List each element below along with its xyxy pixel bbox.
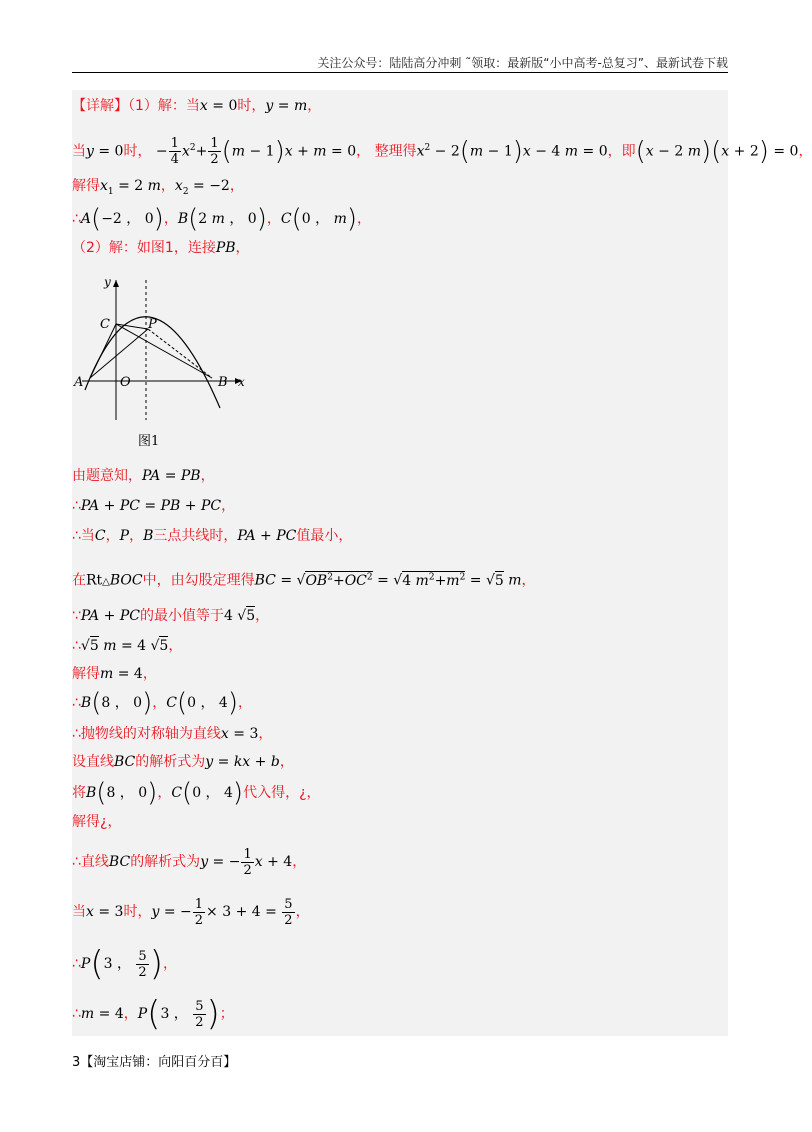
segment-cb bbox=[116, 324, 212, 378]
solution-line-13: ∴B(8 ， 0)，C(0 ， 4)， bbox=[72, 688, 252, 718]
label-y: y bbox=[104, 275, 111, 289]
solution-line-5: （2）解：如图1，连接PB， bbox=[72, 240, 250, 256]
solution-line-3: 解得$x_1 = 2$ m，$x_2 = -2$， bbox=[72, 178, 244, 197]
label-a: A bbox=[74, 375, 84, 390]
y-axis-arrow-icon bbox=[113, 280, 119, 287]
solution-line-16: 将B(8 ， 0)，C(0 ， 4)代入得，¿， bbox=[72, 778, 321, 808]
page-header: 关注公众号：陆陆高分冲刺 ˜领取：最新版“小中高考-总复习”、最新试卷下载 bbox=[317, 56, 728, 70]
segment-ac bbox=[90, 324, 116, 378]
solution-line-6: 由题意知，PA = PB， bbox=[72, 468, 215, 484]
solution-line-14: ∴抛物线的对称轴为直线x = 3， bbox=[72, 726, 273, 742]
label-b: B bbox=[218, 375, 228, 390]
detail-label: 【详解】 bbox=[72, 98, 128, 114]
label-o: O bbox=[120, 375, 131, 390]
solution-line-12: 解得m = 4， bbox=[72, 666, 157, 682]
solution-line-15: 设直线BC的解析式为y = kx + b， bbox=[72, 754, 294, 770]
solution-line-4: ∴A(−2 ， 0)，B(2 m ， 0)，C(0 ， m)， bbox=[72, 204, 371, 234]
label-p: P bbox=[148, 317, 157, 332]
solution-line-21: ∴m = 4，P(3 ， $\frac{5}{2}$ )； bbox=[72, 994, 234, 1034]
solution-line-2: 当y = 0时， − $\frac{1}{4}$ $x^2+$ $\frac{1}{2}$ (m − 1)x + m = 0， 整理得$x^2 - 2(m - 1)x - 4$ m = 0，即(x − 2 m)(x + 2) = 0， bbox=[72, 136, 812, 168]
page-footer: 3【淘宝店铺：向阳百分百】 bbox=[72, 1055, 237, 1070]
segment-pb bbox=[148, 329, 212, 378]
solution-line-1: 【详解】（1）解：当x = 0时，y = m， bbox=[72, 98, 322, 114]
solution-line-9: 在Rt△BOC中，由勾股定理得BC = $√OB^2+OC^2 = √4$ $m^2+m^2 = √5$ m， bbox=[72, 572, 536, 589]
solution-line-19: 当x = 3时，y = − $\frac{1}{2}$ × 3 + 4 = $\frac{5}{2}$ ， bbox=[72, 896, 310, 928]
solution-line-8: ∴当C，P，B三点共线时，PA + PC值最小， bbox=[72, 528, 353, 544]
segment-ap bbox=[90, 329, 148, 378]
header-rule bbox=[72, 72, 728, 73]
solution-line-11: ∴√5 m = 4 √5， bbox=[72, 638, 183, 654]
parabola-figure bbox=[72, 270, 252, 450]
solution-line-17: 解得¿， bbox=[72, 814, 122, 830]
solution-line-20: ∴P(3 ， $\frac{5}{2}$ )， bbox=[72, 944, 177, 984]
figure-caption: 图1 bbox=[138, 434, 160, 449]
solution-line-7: ∴PA + PC = PB + PC， bbox=[72, 498, 236, 514]
label-x: x bbox=[238, 375, 245, 389]
label-c: C bbox=[100, 317, 110, 332]
solution-line-10: ∵PA + PC的最小值等于4 √5， bbox=[72, 608, 270, 624]
solution-line-18: ∴直线BC的解析式为y = − $\frac{1}{2}$ x + 4， bbox=[72, 846, 307, 878]
